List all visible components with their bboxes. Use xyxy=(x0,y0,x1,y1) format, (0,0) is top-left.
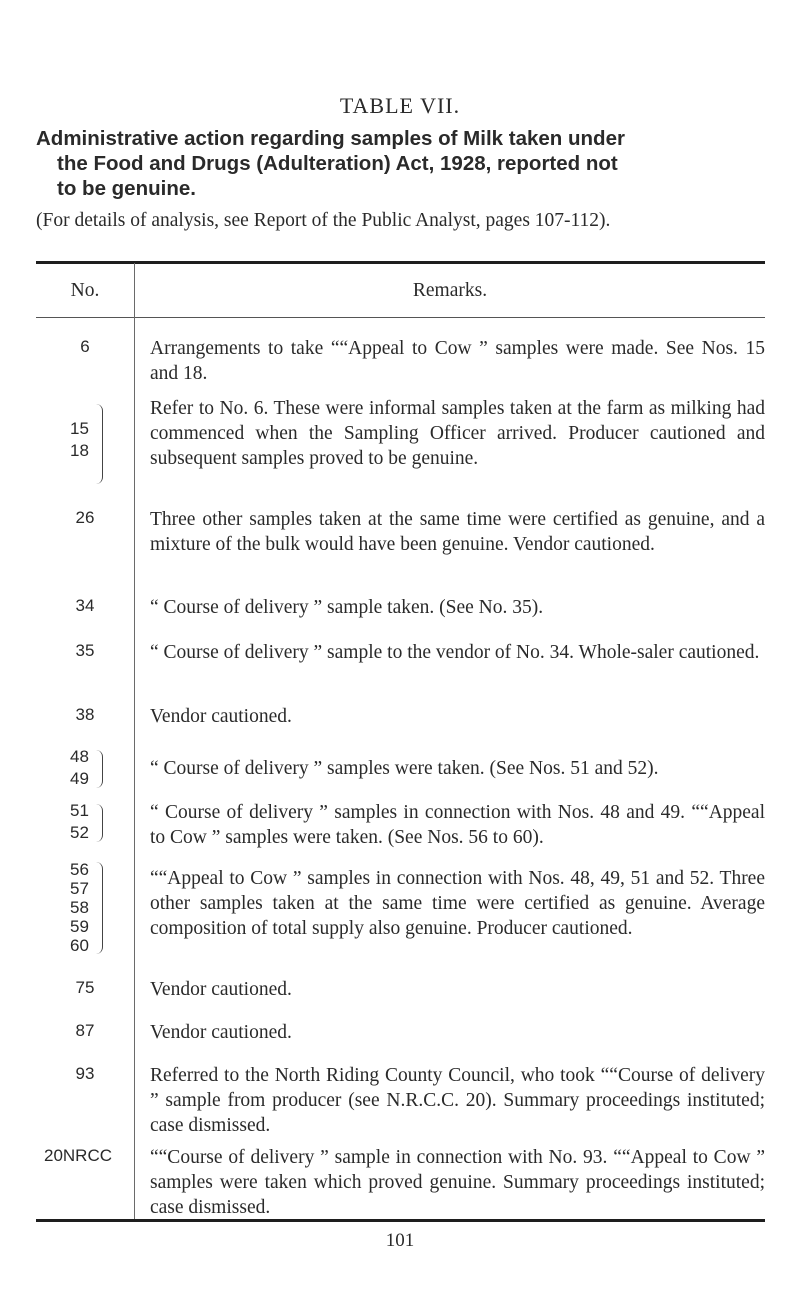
table-title: TABLE VII. xyxy=(339,93,461,118)
sample-numbers xyxy=(36,1063,134,1085)
sample-number: 48 xyxy=(70,747,89,766)
sample-number: 34 xyxy=(75,596,95,615)
remark-text: “ Course of delivery ” sample taken. (See No. 35). xyxy=(150,597,544,618)
group-brace xyxy=(96,862,103,954)
sample-number: 52 xyxy=(70,823,89,842)
sample-numbers xyxy=(36,1020,134,1042)
remark-text: “ Course of delivery ” samples were taken. (See Nos. 51 and 52). xyxy=(150,758,659,779)
column-header-no: No. xyxy=(70,280,100,301)
sample-number: 59 xyxy=(70,917,89,936)
sample-numbers xyxy=(36,977,134,999)
sample-numbers xyxy=(36,640,134,662)
sample-number: 58 xyxy=(70,898,89,917)
heading-line-1: Administrative action regarding samples of Milk taken under xyxy=(36,127,625,150)
sample-numbers xyxy=(36,507,134,529)
remark-text: “ Course of delivery ” samples in connection with Nos. 48 and 49. ““Appeal to Cow ” samples were taken. (See Nos. 56 to 60). xyxy=(150,802,765,848)
remark-text: Three other samples taken at the same time were certified as genuine, and a mixture of the bulk would have been genuine. Vendor cautioned. xyxy=(150,509,765,555)
sample-number: 15 xyxy=(70,419,89,438)
sample-number: 75 xyxy=(75,978,95,997)
sample-numbers xyxy=(70,860,110,955)
remark-text: Vendor cautioned. xyxy=(150,1022,292,1043)
sample-numbers xyxy=(36,595,134,617)
page-number: 101 xyxy=(385,1230,415,1251)
group-brace xyxy=(96,404,103,484)
sample-number: 51 xyxy=(70,801,89,820)
remark-text: ““Course of delivery ” sample in connection with No. 93. ““Appeal to Cow ” samples were taken which proved genuine. Summary proceedings instituted; case dismissed. xyxy=(150,1147,765,1218)
sample-numbers xyxy=(36,704,134,726)
remark-text: Vendor cautioned. xyxy=(150,979,292,1000)
remark-text: ““Appeal to Cow ” samples in connection with Nos. 48, 49, 51 and 52. Three other samples taken at the same time were certified as genuine. Average composition of total supply also genuine. Producer cautioned. xyxy=(150,868,765,939)
table-top-rule xyxy=(36,261,765,264)
analysis-reference: (For details of analysis, see Report of the Public Analyst, pages 107-112). xyxy=(36,210,611,231)
sample-number: 26 xyxy=(75,508,95,527)
header-rule xyxy=(36,317,765,318)
heading-line-3: to be genuine. xyxy=(57,177,196,200)
sample-number: 56 xyxy=(70,860,89,879)
sample-number: 49 xyxy=(70,769,89,788)
sample-number: 87 xyxy=(75,1021,95,1040)
sample-numbers xyxy=(22,1145,134,1167)
sample-numbers xyxy=(70,800,110,844)
sample-numbers xyxy=(70,746,110,790)
sample-number: 18 xyxy=(70,441,89,460)
remark-text: Arrangements to take ““Appeal to Cow ” samples were made. See Nos. 15 and 18. xyxy=(150,338,765,384)
sample-number: 35 xyxy=(75,641,95,660)
heading-line-2: the Food and Drugs (Adulteration) Act, 1928, reported not xyxy=(57,152,618,175)
column-header-remarks: Remarks. xyxy=(412,280,488,301)
remark-text: Referred to the North Riding County Council, who took ““Course of delivery ” sample from producer (see N.R.C.C. 20). Summary proceedings instituted; case dismissed. xyxy=(150,1065,765,1136)
sample-number: 38 xyxy=(75,705,95,724)
sample-number: 6 xyxy=(80,337,90,356)
sample-number: 57 xyxy=(70,879,89,898)
group-brace xyxy=(96,750,103,788)
sample-numbers xyxy=(36,336,134,358)
sample-number: 20NRCC xyxy=(43,1146,113,1165)
remark-text: Refer to No. 6. These were informal samples taken at the farm as milking had commenced when the Sampling Officer arrived. Producer cautioned and subsequent samples proved to be genuine. xyxy=(150,398,765,469)
sample-number: 60 xyxy=(70,936,89,955)
sample-number: 93 xyxy=(75,1064,95,1083)
table-heading xyxy=(36,126,756,201)
remark-text: Vendor cautioned. xyxy=(150,706,292,727)
group-brace xyxy=(96,804,103,842)
remark-text: “ Course of delivery ” sample to the vendor of No. 34. Whole-saler cautioned. xyxy=(150,642,760,663)
column-divider xyxy=(134,263,135,1220)
table-bottom-rule xyxy=(36,1219,765,1222)
sample-numbers xyxy=(70,418,110,462)
